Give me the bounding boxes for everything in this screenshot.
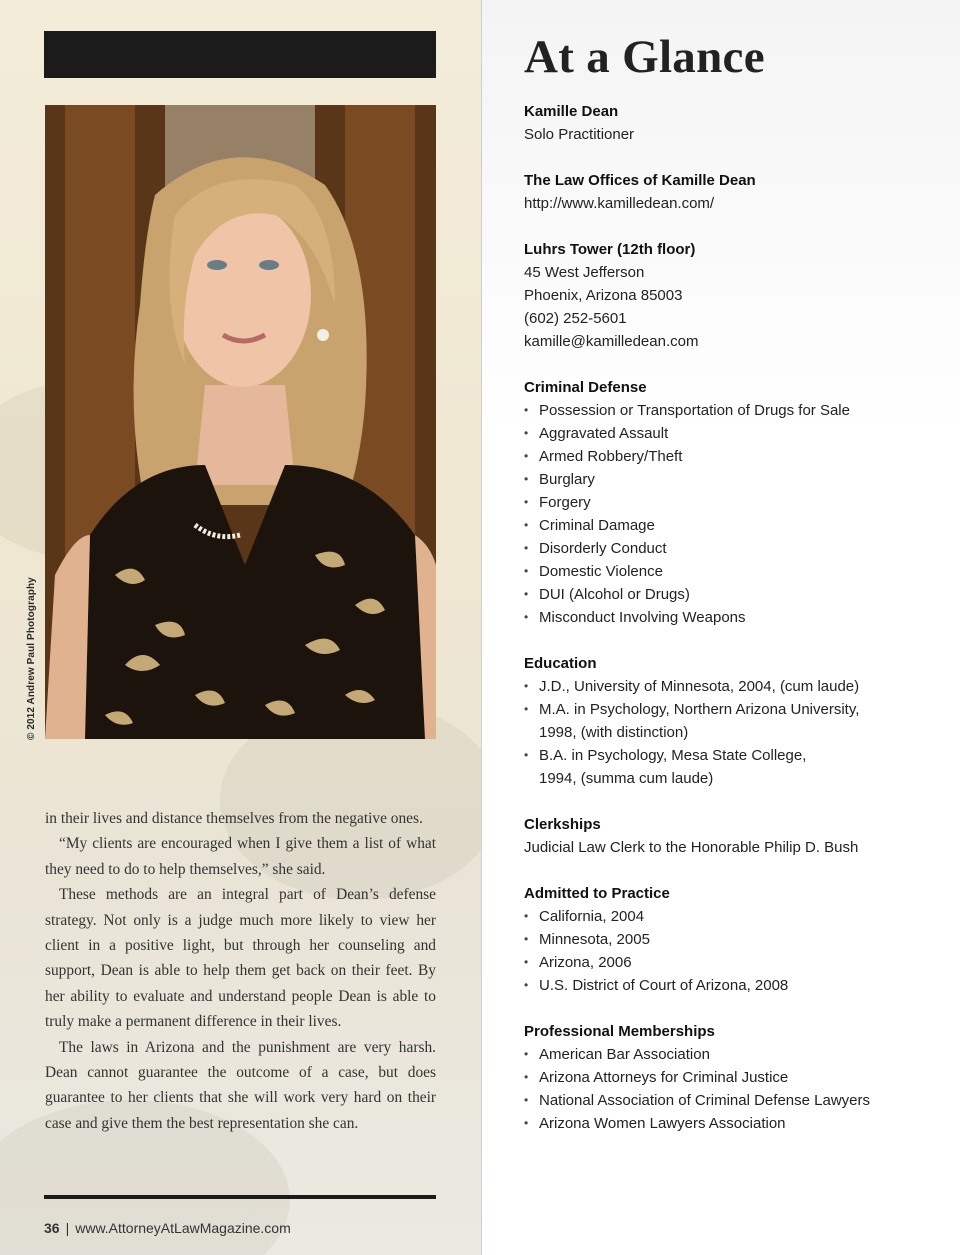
list-item: • Forgery [524, 491, 944, 514]
page-title: At a Glance [524, 31, 765, 83]
education-heading: Education [524, 655, 597, 672]
criminal-defense-heading: Criminal Defense [524, 379, 647, 396]
portrait-photo [45, 105, 436, 739]
address-city: Phoenix, Arizona 85003 [524, 287, 683, 304]
article-paragraph: These methods are an integral part of Dean’s defense strategy. Not only is a judge much more likely to view her client in a positive light, but through her counseling and support, Dean is able to help them get back on their feet. By her ability to evaluate and understand people Dean is able to truly make a permanent difference in their lives. [45, 886, 436, 1031]
list-item: • U.S. District of Court of Arizona, 2008 [524, 974, 944, 997]
email-link[interactable]: kamille@kamilledean.com [524, 333, 699, 350]
list-item: • Aggravated Assault [524, 422, 944, 445]
address-street: 45 West Jefferson [524, 264, 645, 281]
list-item: • California, 2004 [524, 905, 944, 928]
criminal-defense-section [524, 376, 944, 629]
list-item: • M.A. in Psychology, Northern Arizona University, 1998, (with distinction) [524, 698, 879, 744]
criminal-defense-list [524, 399, 944, 629]
clerkship-text: Judicial Law Clerk to the Honorable Philip D. Bush [524, 839, 859, 856]
phone-number[interactable]: (602) 252-5601 [524, 310, 627, 327]
at-a-glance-panel [524, 100, 944, 1158]
list-item: • American Bar Association [524, 1043, 944, 1066]
education-list [524, 675, 944, 790]
contact-name-section [524, 100, 944, 146]
list-item: • Arizona Women Lawyers Association [524, 1112, 944, 1135]
list-item: • Possession or Transportation of Drugs for Sale [524, 399, 944, 422]
clerkships-heading: Clerkships [524, 816, 601, 833]
list-item: • Arizona Attorneys for Criminal Justice [524, 1066, 944, 1089]
list-item: • Burglary [524, 468, 944, 491]
list-item: • Domestic Violence [524, 560, 944, 583]
list-item: • National Association of Criminal Defense Lawyers [524, 1089, 944, 1112]
admitted-section [524, 882, 944, 997]
list-item: • Disorderly Conduct [524, 537, 944, 560]
footer-separator: | [65, 1220, 70, 1236]
article-paragraph: The laws in Arizona and the punishment are very harsh. Dean cannot guarantee the outcome of a case, but does guarantee to her clients that she will work very hard on their case and give them the best representation she can. [45, 1038, 436, 1132]
attorney-name: Kamille Dean [524, 103, 619, 120]
address-heading: Luhrs Tower (12th floor) [524, 241, 696, 258]
list-item: • Arizona, 2006 [524, 951, 944, 974]
list-item: • Criminal Damage [524, 514, 944, 537]
education-section [524, 652, 944, 790]
list-item: • DUI (Alcohol or Drugs) [524, 583, 944, 606]
admitted-heading: Admitted to Practice [524, 885, 670, 902]
memberships-heading: Professional Memberships [524, 1023, 715, 1040]
list-item: • Armed Robbery/Theft [524, 445, 944, 468]
firm-url-link[interactable]: http://www.kamilledean.com/ [524, 195, 715, 212]
article-text [45, 806, 436, 1136]
memberships-section [524, 1020, 944, 1135]
article-paragraph: in their lives and distance themselves from the negative ones. [45, 810, 423, 827]
portrait-illustration [45, 105, 436, 739]
admitted-list [524, 905, 944, 997]
header-bar [44, 31, 436, 78]
list-item: • J.D., University of Minnesota, 2004, (cum laude) [524, 675, 944, 698]
attorney-role: Solo Practitioner [524, 126, 635, 143]
firm-name: The Law Offices of Kamille Dean [524, 172, 756, 189]
address-section [524, 238, 944, 353]
page-footer [44, 1220, 291, 1236]
photo-credit: © 2012 Andrew Paul Photography [26, 577, 37, 740]
list-item: • Misconduct Involving Weapons [524, 606, 944, 629]
page-number: 36 [44, 1220, 60, 1236]
footer-website-link[interactable]: www.AttorneyAtLawMagazine.com [75, 1220, 291, 1236]
memberships-list [524, 1043, 944, 1135]
list-item: • B.A. in Psychology, Mesa State College, 1994, (summa cum laude) [524, 744, 819, 790]
clerkships-section [524, 813, 944, 859]
list-item: • Minnesota, 2005 [524, 928, 944, 951]
firm-section [524, 169, 944, 215]
footer-rule [44, 1195, 436, 1199]
article-paragraph: “My clients are encouraged when I give them a list of what they need to do to help themselves,” she said. [45, 835, 436, 878]
